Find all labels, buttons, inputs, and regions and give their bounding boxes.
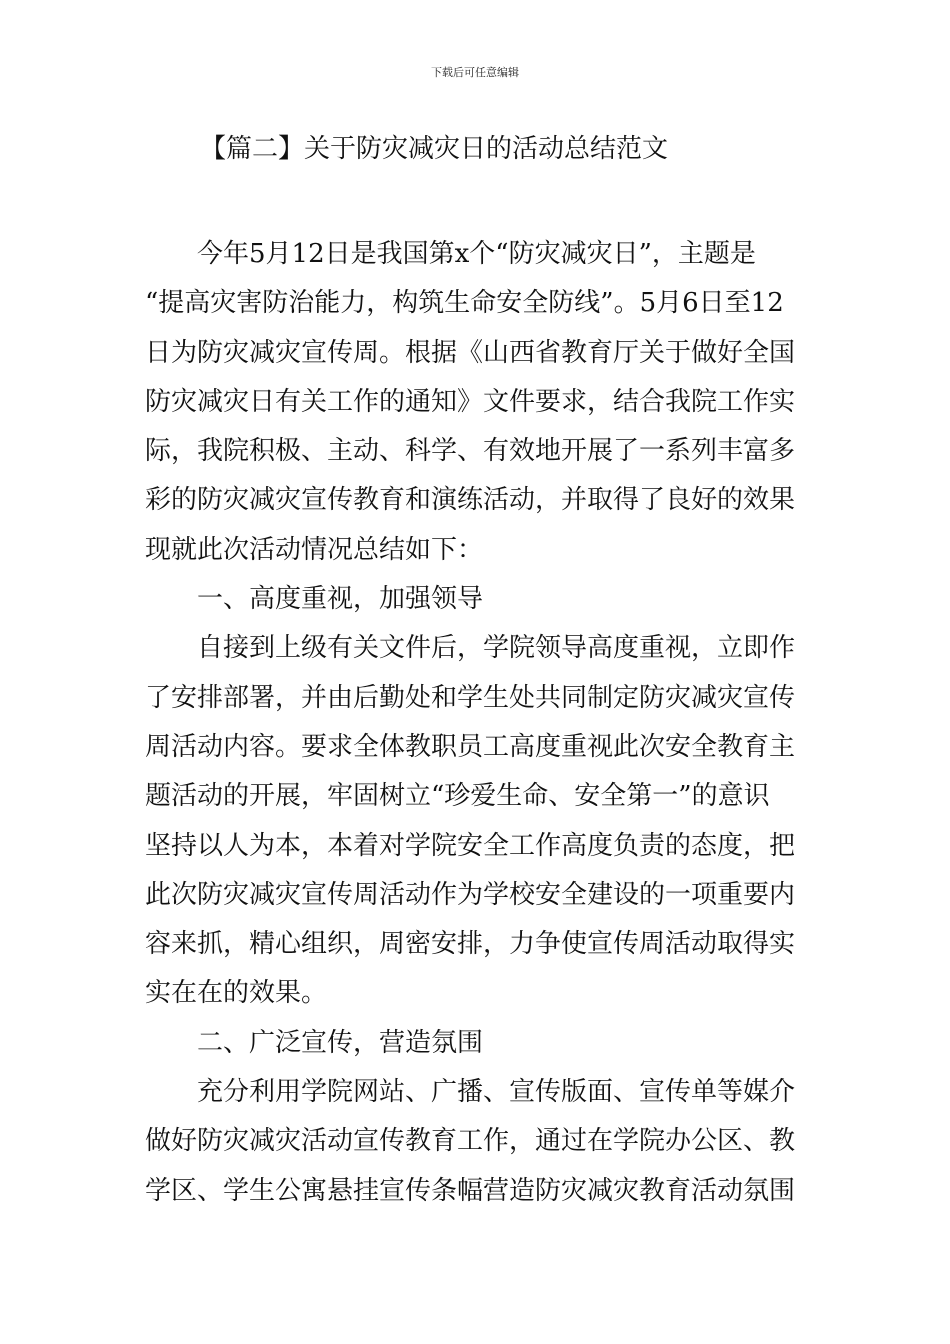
paragraph-line: 际，我院积极、主动、科学、有效地开展了一系列丰富多: [145, 436, 796, 467]
paragraph-line: 防灾减灾日有关工作的通知》文件要求，结合我院工作实: [145, 386, 796, 417]
paragraph-line: 题活动的开展，牢固树立“珍爱生命、安全第一”的意识: [145, 781, 770, 812]
paragraph-line: 学区、学生公寓悬挂宣传条幅营造防灾减灾教育活动氛围: [145, 1175, 796, 1206]
paragraph-line: 周活动内容。要求全体教职员工高度重视此次安全教育主: [145, 731, 796, 762]
paragraph-line: 充分利用学院网站、广播、宣传版面、宣传单等媒介: [197, 1077, 796, 1108]
paragraph-line: 此次防灾减灾宣传周活动作为学校安全建设的一项重要内: [145, 879, 796, 910]
paragraph-line: 实在在的效果。: [145, 978, 328, 1009]
paragraph-line: 彩的防灾减灾宣传教育和演练活动，并取得了良好的效果: [145, 485, 796, 516]
paragraph-line: 容来抓，精心组织，周密安排，力争使宣传周活动取得实: [145, 929, 796, 960]
paragraph-line: 今年5月12日是我国第x个“防灾减灾日”，主题是: [197, 239, 756, 269]
section-heading: 二、广泛宣传，营造氛围: [197, 1027, 484, 1058]
paragraph-line: 坚持以人为本，本着对学院安全工作高度负责的态度，把: [145, 830, 796, 861]
paragraph-line: “提高灾害防治能力，构筑生命安全防线”。5月6日至12: [145, 288, 784, 319]
page-header: 下载后可任意编辑: [431, 66, 519, 79]
paragraph-line: 做好防灾减灾活动宣传教育工作，通过在学院办公区、教: [145, 1126, 796, 1157]
paragraph-line: 了安排部署，并由后勤处和学生处共同制定防灾减灾宣传: [145, 682, 796, 713]
paragraph-line: 日为防灾减灾宣传周。根据《山西省教育厅关于做好全国: [145, 337, 796, 368]
document-title: 【篇二】关于防灾减灾日的活动总结范文: [200, 134, 669, 164]
document-body: [145, 230, 807, 1216]
paragraph-line: 自接到上级有关文件后，学院领导高度重视，立即作: [197, 633, 796, 664]
section-heading: 一、高度重视，加强领导: [197, 584, 484, 615]
paragraph-line: 现就此次活动情况总结如下：: [145, 534, 484, 565]
